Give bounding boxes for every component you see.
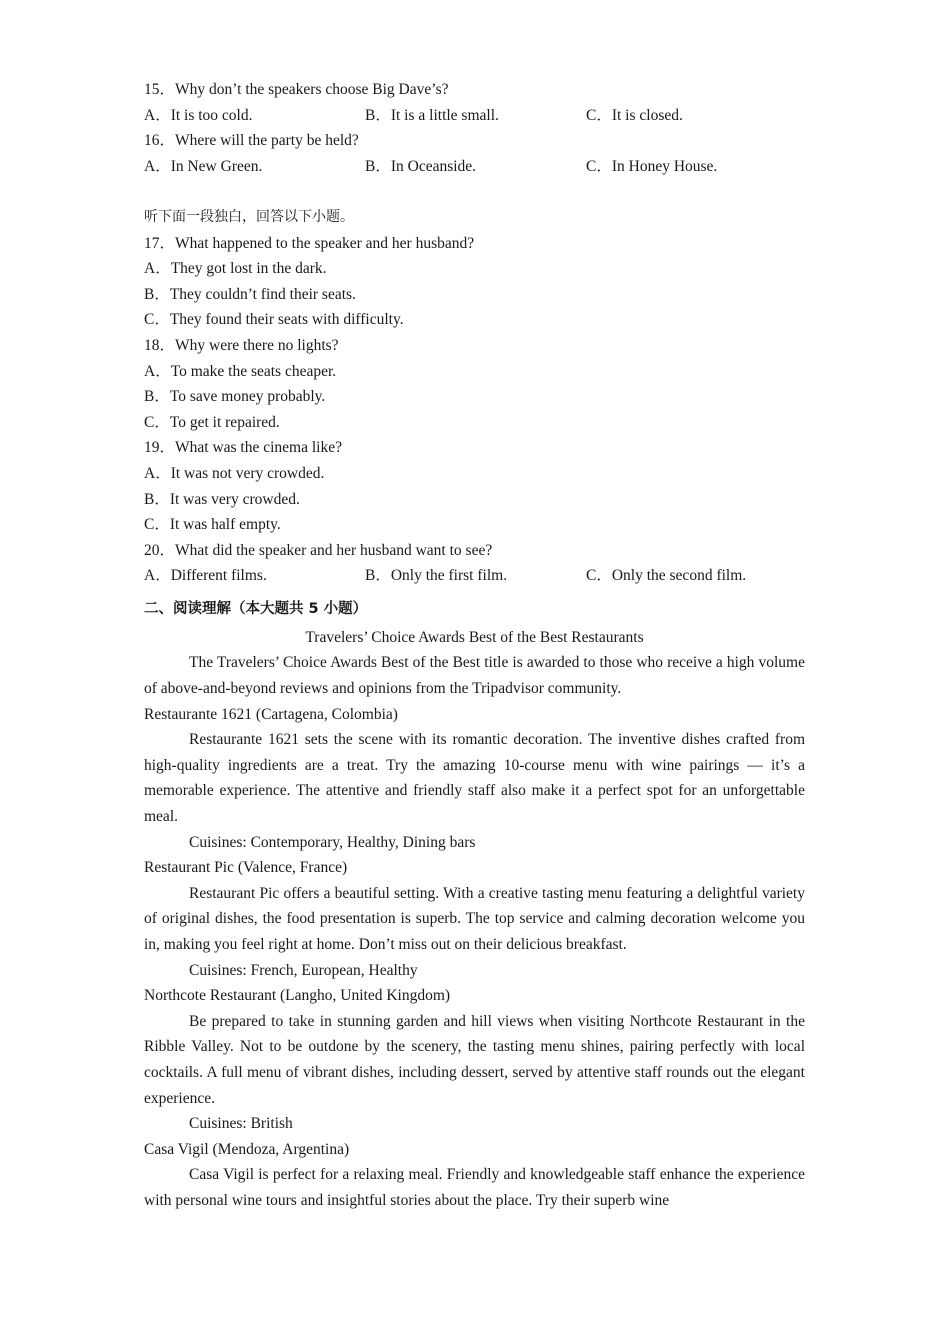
option-b: B．They couldn’t find their seats.	[144, 285, 356, 303]
question-15: 15．Why don’t the speakers choose Big Dave’s?	[144, 81, 449, 98]
option-c: C．Only the second film.	[586, 567, 747, 585]
restaurant-description: Restaurante 1621 sets the scene with its romantic decoration. The inventive dishes crafted from high-quality ingredients are a treat. Try the amazing 10-course menu with wine pairings — it’s a memorable experience. The attentive and friendly staff also make it a perfect spot for an unforgettable meal.	[144, 731, 805, 826]
restaurant-cuisines: Cuisines: Contemporary, Healthy, Dining bars	[189, 833, 476, 851]
restaurant-name: Northcote Restaurant (Langho, United Kingdom)	[144, 987, 451, 1005]
question-15-options	[144, 103, 805, 129]
question-16-options	[144, 154, 805, 180]
option-b: B．It was very crowded.	[144, 490, 300, 508]
restaurant-cuisines: Cuisines: British	[189, 1115, 293, 1133]
reading-section-heading: 二、阅读理解（本大题共 5 小题）	[144, 600, 368, 617]
question-20: 20．What did the speaker and her husband want to see?	[144, 541, 493, 559]
option-b: B．It is a little small.	[365, 106, 499, 124]
article-title: Travelers’ Choice Awards Best of the Best Restaurants	[305, 628, 644, 646]
restaurant-cuisines: Cuisines: French, European, Healthy	[189, 961, 418, 979]
option-c: C．They found their seats with difficulty.	[144, 311, 404, 329]
option-c: C．In Honey House.	[586, 157, 718, 175]
option-a: A．To make the seats cheaper.	[144, 362, 337, 380]
option-a: A．They got lost in the dark.	[144, 260, 327, 278]
question-20-options	[144, 563, 805, 589]
restaurant-description: Be prepared to take in stunning garden and hill views when visiting Northcote Restaurant in the Ribble Valley. Not to be outdone by the scenery, the tasting menu shines, pairing perfectly with local cocktails. A full menu of vibrant dishes, including dessert, served by attentive staff rounds out the elegant experience.	[144, 1012, 805, 1107]
option-a: A．Different films.	[144, 567, 267, 585]
option-a: A．In New Green.	[144, 157, 263, 175]
option-b: B．To save money probably.	[144, 388, 326, 406]
question-18: 18．Why were there no lights?	[144, 336, 339, 354]
question-16: 16．Where will the party be held?	[144, 132, 359, 150]
option-b: B．In Oceanside.	[365, 157, 477, 175]
restaurant-description: Casa Vigil is perfect for a relaxing meal. Friendly and knowledgeable staff enhance the experience with personal wine tours and insightful stories about the place. Try their superb wine	[144, 1166, 805, 1209]
monologue-instruction: 听下面一段独白，回答以下小题。	[144, 208, 354, 225]
restaurant-name: Restaurante 1621 (Cartagena, Colombia)	[144, 705, 398, 723]
restaurant-description: Restaurant Pic offers a beautiful setting. With a creative tasting menu featuring a delightful variety of original dishes, the food presentation is superb. The top service and calming decoration welcome you in, making you feel right at home. Don’t miss out on their delicious breakfast.	[144, 884, 805, 953]
option-c: C．To get it repaired.	[144, 413, 280, 431]
listening-section	[144, 77, 805, 1214]
question-17: 17．What happened to the speaker and her husband?	[144, 234, 475, 252]
question-19: 19．What was the cinema like?	[144, 439, 342, 457]
blank-line	[144, 179, 805, 205]
option-a: A．It is too cold.	[144, 106, 253, 124]
option-c: C．It is closed.	[586, 106, 683, 124]
option-c: C．It was half empty.	[144, 516, 281, 534]
article-intro: The Travelers’ Choice Awards Best of the Best title is awarded to those who receive a high volume of above-and-beyond reviews and opinions from the Tripadvisor community.	[144, 654, 805, 698]
restaurant-name: Restaurant Pic (Valence, France)	[144, 859, 348, 877]
restaurant-name: Casa Vigil (Mendoza, Argentina)	[144, 1140, 350, 1158]
option-a: A．It was not very crowded.	[144, 464, 325, 482]
option-b: B．Only the first film.	[365, 567, 508, 585]
